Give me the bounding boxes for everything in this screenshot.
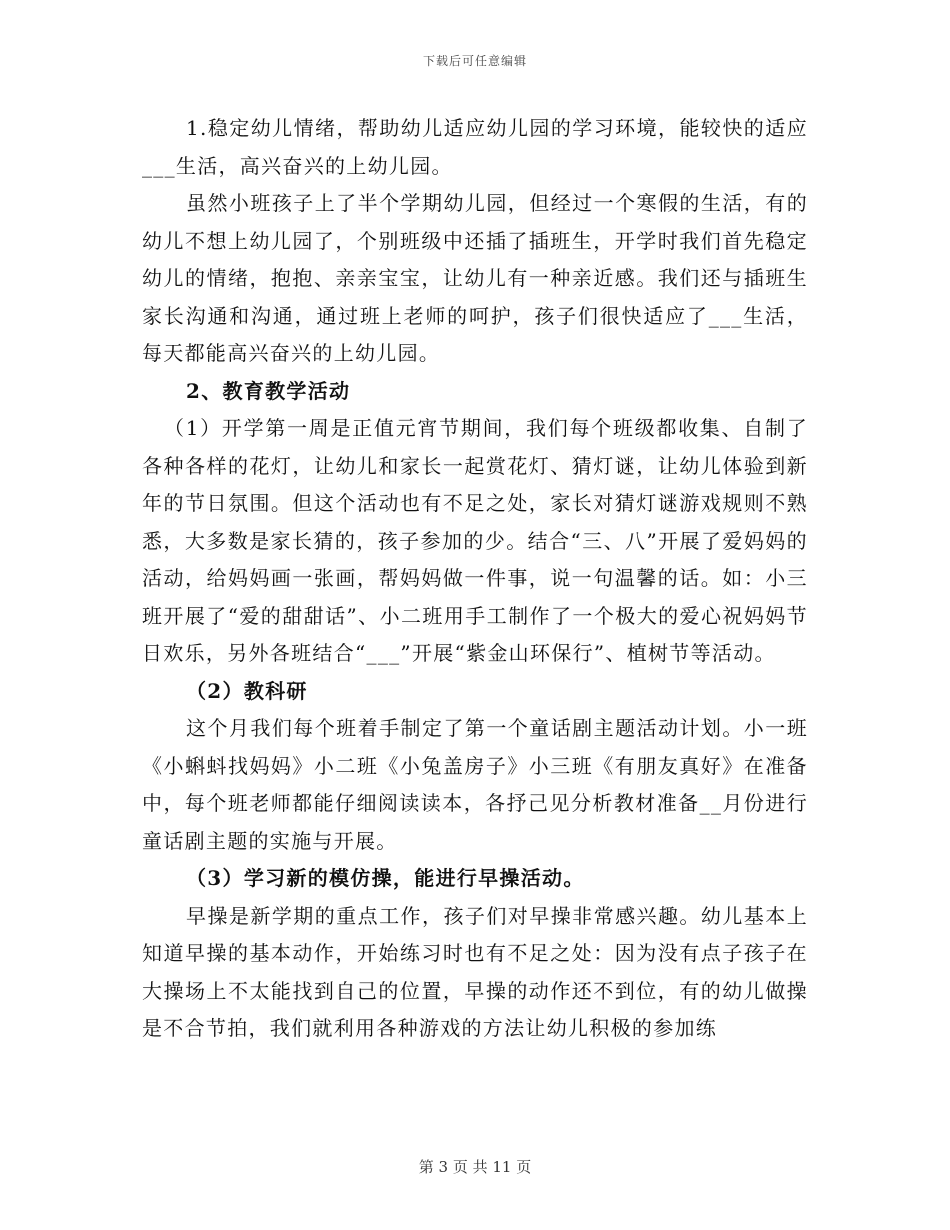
section-heading-teaching: 2、教育教学活动 — [186, 378, 351, 403]
page-footer: 第 3 页 共 11 页 — [418, 1158, 532, 1176]
paragraph-lantern-activity: （1）开学第一周是正值元宵节期间，我们每个班级都收集、自制了各种各样的花灯，让幼儿和家长一起赏花灯、猜灯谜，让幼儿体验到新年的节日氛围。但这个活动也有不足之处，家长对猜灯谜游戏规则不熟悉，大多数是家长猜的，孩子参加的少。结合“三、八”开展了爱妈妈的活动，给妈妈画一张画，帮妈妈做一件事，说一句温馨的话。如：小三班开展了“爱的甜甜话”、小二班用手工制作了一个极大的爱心祝妈妈节日欢乐，另外各班结合“___”开展“紫金山环保行”、植树节等活动。 — [142, 416, 808, 665]
paragraph-goal-1: 1.稳定幼儿情绪，帮助幼儿适应幼儿园的学习环境，能较快的适应___生活，高兴奋兴的上幼儿园。 — [142, 116, 808, 178]
paragraph-morning-exercise: 早操是新学期的重点工作，孩子们对早操非常感兴趣。幼儿基本上知道早操的基本动作，开始练习时也有不足之处：因为没有点子孩子在大操场上不太能找到自己的位置，早操的动作还不到位，有的幼儿做操是不合节拍，我们就利用各种游戏的方法让幼儿积极的参加练 — [142, 903, 808, 1040]
paragraph-adaptation: 虽然小班孩子上了半个学期幼儿园，但经过一个寒假的生活，有的幼儿不想上幼儿园了，个别班级中还插了插班生，开学时我们首先稳定幼儿的情绪，抱抱、亲亲宝宝，让幼儿有一种亲近感。我们还与插班生家长沟通和沟通，通过班上老师的呵护，孩子们很快适应了___生活，每天都能高兴奋兴的上幼儿园。 — [142, 191, 808, 365]
document-body — [142, 110, 808, 1048]
subheading-research: （2）教科研 — [186, 678, 308, 703]
subheading-exercise: （3）学习新的模仿操，能进行早操活动。 — [186, 866, 585, 890]
paragraph-drama-plan: 这个月我们每个班着手制定了第一个童话剧主题活动计划。小一班《小蝌蚪找妈妈》小二班《小兔盖房子》小三班《有朋友真好》在准备中，每个班老师都能仔细阅读读本，各抒己见分析教材准备__月份进行童话剧主题的实施与开展。 — [142, 716, 808, 853]
page-header: 下载后可任意编辑 — [422, 54, 527, 68]
